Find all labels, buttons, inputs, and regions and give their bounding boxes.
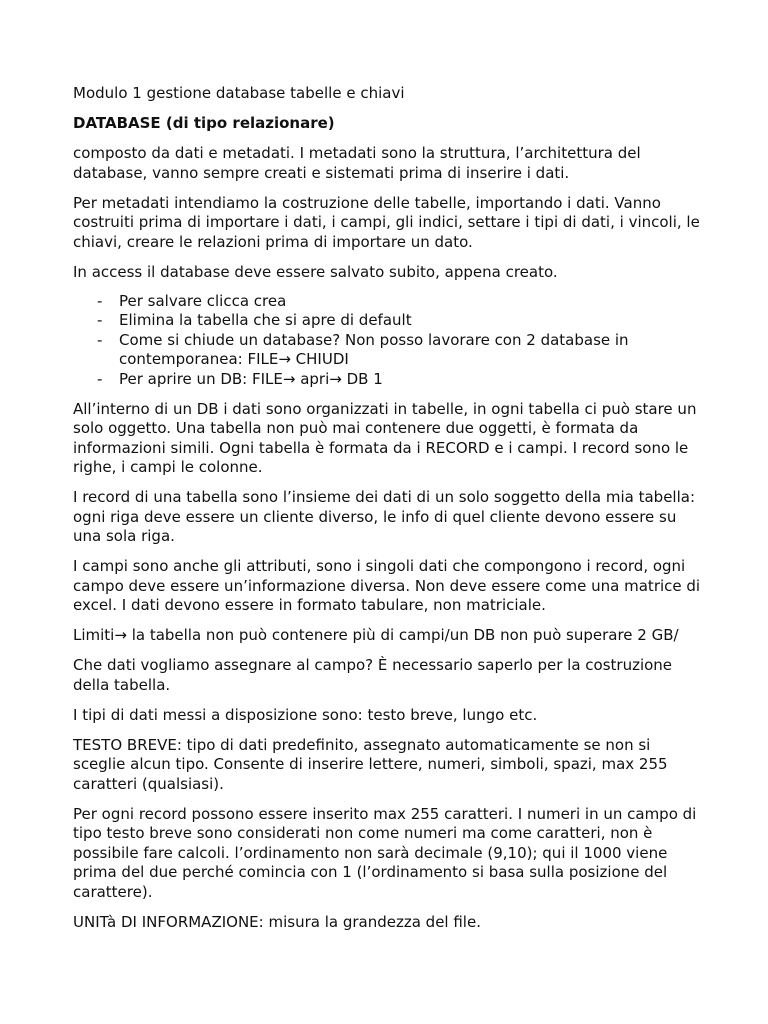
section-heading: DATABASE (di tipo relazionare) bbox=[73, 114, 335, 132]
list-item-text: Come si chiude un database? Non posso lavorare con 2 database in contemporanea: FILE→ CHIUDI bbox=[119, 330, 629, 368]
paragraph: Che dati vogliamo assegnare al campo? È necessario saperlo per la costruzione della tabella. bbox=[73, 656, 673, 694]
list-item bbox=[73, 292, 703, 312]
bullet-marker: - bbox=[97, 311, 103, 329]
paragraph: Per metadati intendiamo la costruzione delle tabelle, importando i dati. Vanno costruiti prima di importare i dati, i campi, gli indici, settare i tipi di dati, i vincoli, le chiavi, creare le relazioni prima di importare un dato. bbox=[73, 193, 700, 251]
paragraph: TESTO BREVE: tipo di dati predefinito, assegnato automaticamente se non si sceglie alcun tipo. Consente di inserire lettere, numeri, simboli, spazi, max 255 caratteri (qualsiasi). bbox=[73, 735, 668, 793]
document-page bbox=[73, 84, 703, 943]
paragraph: In access il database deve essere salvato subito, appena creato. bbox=[73, 262, 558, 281]
bullet-marker: - bbox=[97, 330, 103, 349]
bullet-list bbox=[73, 292, 703, 390]
bullet-marker: - bbox=[97, 291, 103, 310]
list-item bbox=[73, 370, 703, 390]
paragraph: All’interno di un DB i dati sono organizzati in tabelle, in ogni tabella ci può stare un solo oggetto. Una tabella non può mai contenere due oggetti, è formata da informazioni simili. Ogni tabella è formata da i RECORD e i campi. I record sono le righe, i campi le colonne. bbox=[73, 399, 697, 476]
paragraph: I campi sono anche gli attributi, sono i singoli dati che compongono i record, ogni campo deve essere un’informazione diversa. Non deve essere come una matrice di excel. I dati devono essere in formato tabulare, non matriciale. bbox=[73, 557, 701, 614]
list-item bbox=[73, 311, 703, 331]
paragraph: I tipi di dati messi a disposizione sono: testo breve, lungo etc. bbox=[73, 705, 538, 724]
document-title: Modulo 1 gestione database tabelle e chiavi bbox=[73, 84, 405, 102]
paragraph: composto da dati e metadati. I metadati sono la struttura, l’architettura del database, vanno sempre creati e sistemati prima di inserire i dati. bbox=[73, 144, 641, 182]
list-item-text: Per aprire un DB: FILE→ apri→ DB 1 bbox=[119, 369, 383, 388]
paragraph: I record di una tabella sono l’insieme dei dati di un solo soggetto della mia tabella: ogni riga deve essere un cliente diverso, le info di quel cliente devono essere su una sola riga. bbox=[73, 488, 696, 545]
paragraph: Per ogni record possono essere inserito max 255 caratteri. I numeri in un campo di tipo testo breve sono considerati non come numeri ma come caratteri, non è possibile fare calcoli. l’ordinamento non sarà decimale (9,10); qui il 1000 viene prima del due perché comincia con 1 (l’ordinamento si basa sulla posizione del carattere). bbox=[73, 804, 697, 901]
bullet-marker: - bbox=[97, 369, 103, 388]
paragraph: Limiti→ la tabella non può contenere più di campi/un DB non può superare 2 GB/ bbox=[73, 626, 679, 644]
list-item-text: Per salvare clicca crea bbox=[119, 291, 287, 310]
list-item bbox=[73, 331, 703, 370]
paragraph: UNITà DI INFORMAZIONE: misura la grandezza del file. bbox=[73, 912, 481, 931]
list-item-text: Elimina la tabella che si apre di default bbox=[119, 311, 412, 329]
